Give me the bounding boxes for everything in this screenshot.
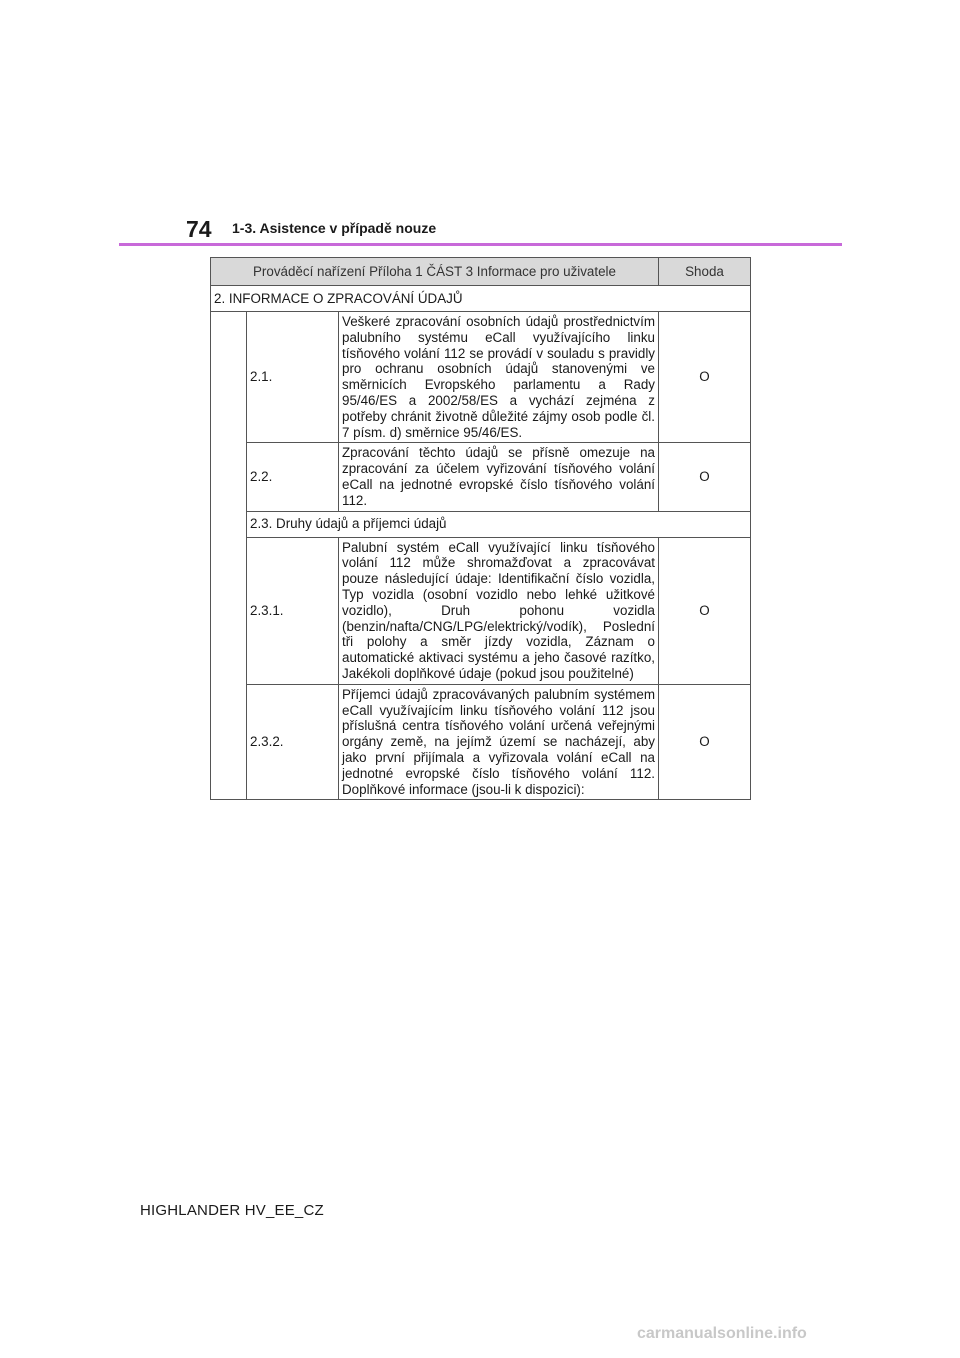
header-cell-shoda: Shoda — [659, 258, 751, 286]
section-row — [211, 286, 751, 312]
section-title-2: 2. INFORMACE O ZPRACOVÁNÍ ÚDAJŮ — [211, 286, 751, 312]
row-compliance: O — [659, 684, 751, 800]
compliance-table — [210, 257, 751, 800]
row-number: 2.3.2. — [247, 684, 339, 800]
row-compliance: O — [659, 443, 751, 511]
site-watermark: carmanualsonline.info — [637, 1325, 807, 1342]
row-compliance: O — [659, 312, 751, 443]
table-header-row — [211, 258, 751, 286]
row-number: 2.2. — [247, 443, 339, 511]
table-row — [211, 684, 751, 800]
page-number: 74 — [186, 216, 212, 242]
section-title: 1-3. Asistence v případě nouze — [232, 220, 437, 236]
row-number: 2.3.1. — [247, 537, 339, 684]
row-compliance: O — [659, 537, 751, 684]
row-description: Příjemci údajů zpracovávaných palubním systémem eCall využívajícím linku tísňového volání 112 jsou příslušná centra tísňového volání určená veřejnými orgány země, na jejímž území se nacházejí, aby jako první přijímala a vyřizovala volání eCall na jednotné evropské číslo tísňového volání 112. Doplňkové informace (jsou-li k dispozici): — [339, 684, 659, 800]
row-number: 2.1. — [247, 312, 339, 443]
header-divider — [119, 243, 842, 246]
subsection-title: 2.3. Druhy údajů a příjemci údajů — [247, 511, 751, 537]
row-description: Zpracování těchto údajů se přísně omezuje na zpracování za účelem vyřizování tísňového volání eCall na jednotné evropské číslo tísňového volání 112. — [339, 443, 659, 511]
indent-cell — [211, 312, 247, 800]
table-row — [211, 537, 751, 684]
row-description: Veškeré zpracování osobních údajů prostřednictvím palubního systému eCall využívajícího linku tísňového volání 112 se provádí v souladu s pravidly pro ochranu osobních údajů stanovenými ve směrnicích Evropského parlamentu a Rady 95/46/ES a 2002/58/ES a vychází zejména z potřeby chránit životně důležité zájmy osob podle čl. 7 písm. d) směrnice 95/46/ES. — [339, 312, 659, 443]
header-cell-regulation: Prováděcí nařízení Příloha 1 ČÁST 3 Informace pro uživatele — [211, 258, 659, 286]
table-row — [211, 312, 751, 443]
row-description: Palubní systém eCall využívající linku tísňového volání 112 může shromažďovat a zpracovávat pouze následující údaje: Identifikační číslo vozidla, Typ vozidla (osobní vozidlo nebo lehké užitkové vozidlo), Druh pohonu vozidla (benzin/nafta/CNG/LPG/elektrický/vodík), Poslední tři polohy a směr jízdy vozidla, Záznam o automatické aktivaci systému a jeho časové razítko, Jakékoli doplňkové údaje (pokud jsou použitelné) — [339, 537, 659, 684]
table-row — [211, 443, 751, 511]
footer-model-code: HIGHLANDER HV_EE_CZ — [140, 1202, 324, 1219]
subsection-row — [211, 511, 751, 537]
